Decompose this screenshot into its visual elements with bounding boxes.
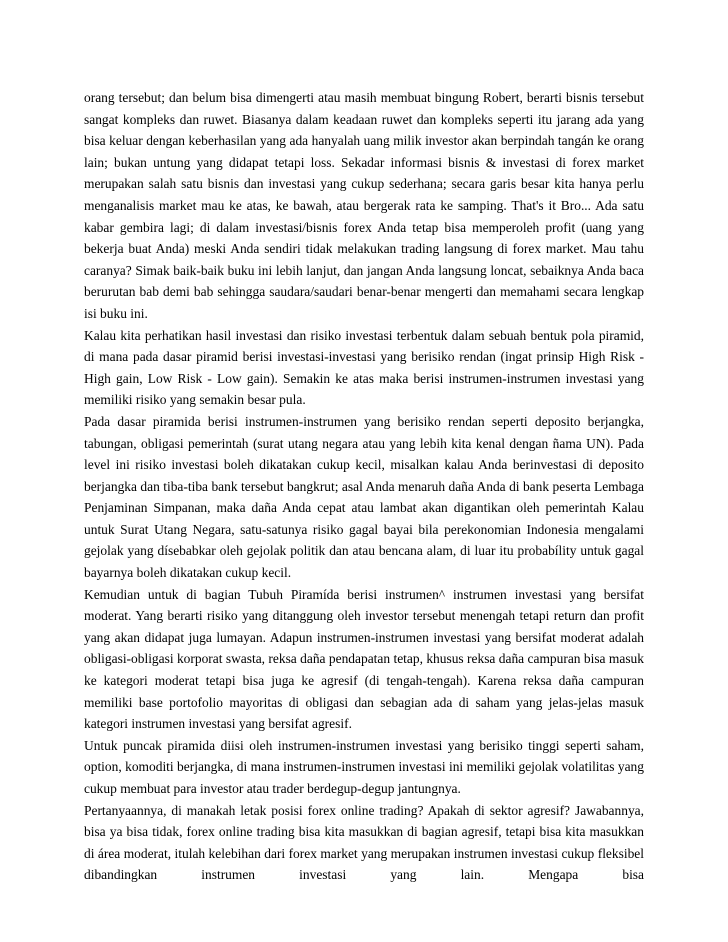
paragraph-4: Kemudian untuk di bagian Tubuh Piramída berisi instrumen^ instrumen investasi yang bersifat moderat. Yang berarti risiko yang ditanggung oleh investor tersebut menengah tetapi return dan profit yang akan didapat juga lumayan. Adapun instrumen-instrumen investasi yang bersifat moderat adalah obligasi-obligasi korporat swasta, reksa daña pendapatan tetap, khusus reksa daña campuran bisa masuk ke kategori moderat tetapi bisa juga ke agresif (di tengah-tengah). Karena reksa daña campuran memiliki base portofolio mayoritas di obligasi dan sebagian ada di saham yang jelas-jelas masuk kategori instrumen investasi yang bersifat agresif. (84, 586, 644, 732)
paragraph-6: Pertanyaannya, di manakah letak posisi forex online trading? Apakah di sektor agresif? Jawabannya, bisa ya bisa tidak, forex online trading bisa kita masukkan di bagian agresif, tetapi bisa kita masukkan di área moderat, itulah kelebihan dari forex market yang merupakan instrumen investasi cukup fleksibel dibandingkan instrumen investasi yang lain. Mengapa bisa (84, 802, 644, 883)
document-page (84, 87, 644, 886)
paragraph-2: Kalau kita perhatikan hasil investasi dan risiko investasi terbentuk dalam sebuah bentuk pola piramid, di mana pada dasar piramid berisi investasi-investasi yang berisiko rendan (ingat prinsip High Risk - High gain, Low Risk - Low gain). Semakin ke atas maka berisi instrumen-instrumen investasi yang memiliki risiko yang semakin besar pula. (84, 327, 644, 408)
paragraph-3: Pada dasar piramida berisi instrumen-instrumen yang berisiko rendan seperti deposito berjangka, tabungan, obligasi pemerintah (surat utang negara atau yang lebih kita kenal dengan ñama UN). Pada level ini risiko investasi boleh dikatakan cukup kecil, misalkan kalau Anda berinvestasi di deposito berjangka dan tiba-tiba bank tersebut bangkrut; asal Anda menaruh daña Anda di bank peserta Lembaga Penjaminan Simpanan, maka daña Anda cepat atau lambat akan digantikan oleh pemerintah Kalau untuk Surat Utang Negara, satu-satunya risiko gagal bayai bila perekonomian Indonesia mengalami gejolak yang dísebabkar oleh gejolak politik dan atau bencana alam, di luar itu probabílity untuk gagal bayarnya boleh dikatakan cukup kecil. (84, 413, 644, 581)
paragraph-5: Untuk puncak piramida diisi oleh instrumen-instrumen investasi yang berisiko tinggi seperti saham, option, komoditi berjangka, di mana instrumen-instrumen investasi ini memiliki gejolak volatilitas yang cukup membuat para investor atau trader berdegup-degup jantungnya. (84, 737, 644, 796)
paragraph-1: orang tersebut; dan belum bisa dimengerti atau masih membuat bingung Robert, berarti bisnis tersebut sangat kompleks dan ruwet. Biasanya dalam keadaan ruwet dan kompleks seperti itu jarang ada yang bisa keluar dengan keberhasilan yang ada hanyalah uang milik investor akan berpindah tangán ke orang lain; bukan untung yang didapat tetapi loss. Sekadar informasi bisnis & investasi di forex market merupakan salah satu bisnis dan investasi yang cukup sederhana; secara garis besar kita hanya perlu menganalisis market mau ke atas, ke bawah, atau bergerak rata ke samping. That's it Bro... Ada satu kabar gembira lagi; di dalam investasi/bisnis forex Anda tetap bisa memperoleh profit (uang yang bekerja buat Anda) meski Anda sendiri tidak melakukan trading langsung di forex market. Mau tahu caranya? Simak baik-baik buku ini lebih lanjut, dan jangan Anda langsung loncat, sebaiknya Anda baca berurutan bab demi bab sehingga saudara/saudari benar-benar mengerti dan memahami secara lengkap isi buku ini. (84, 90, 644, 321)
